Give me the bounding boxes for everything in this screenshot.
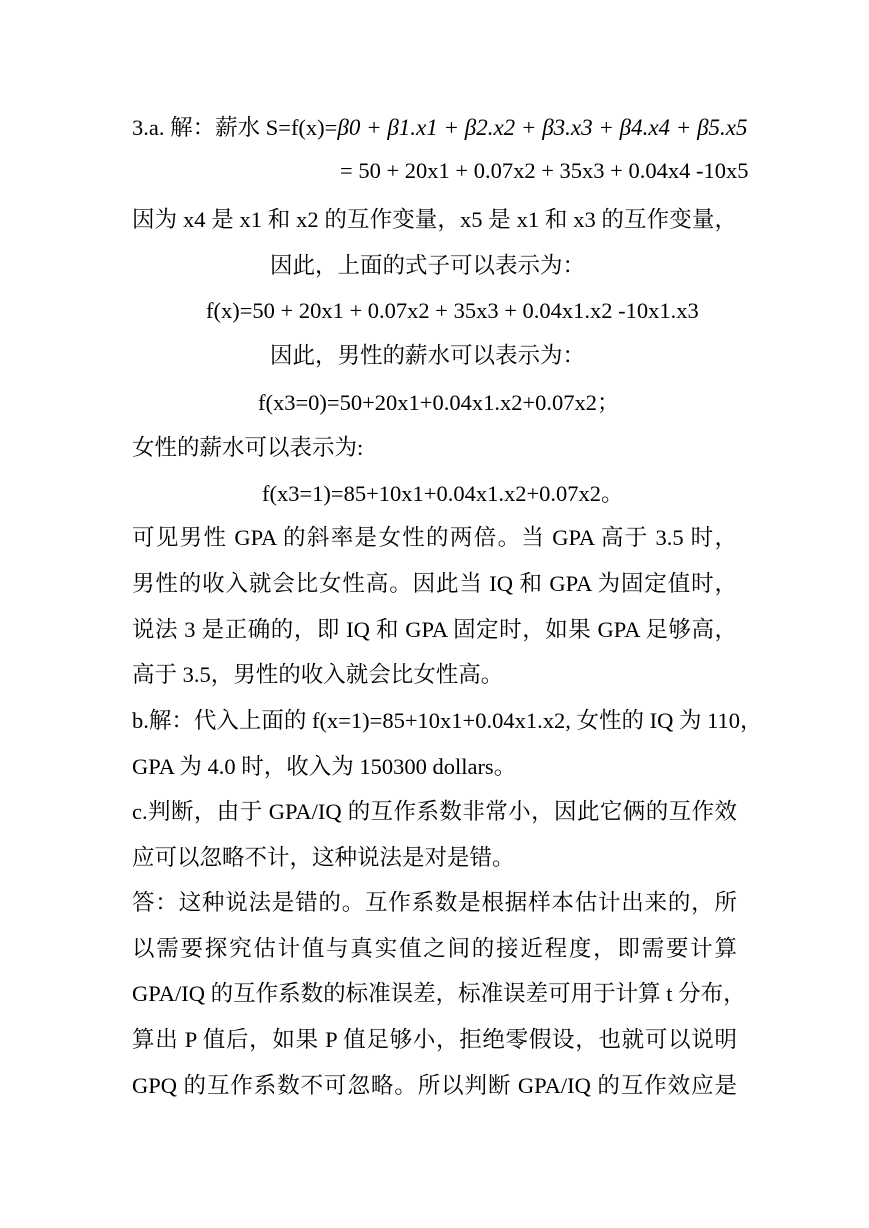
interaction-explanation-text: 因为 x4 是 x1 和 x2 的互作变量，x5 是 x1 和 x3 的互作变量， [132,207,737,232]
question-c-text-2: 应可以忽略不计，这种说法是对是错。 [132,845,515,870]
male-salary-formula [258,392,620,415]
female-salary-intro [132,437,363,460]
salary-formula-interaction-text: 50 + 20x1 + 0.07x2 + 35x3 + 0.04x1.x2 -10x1.x3 [252,298,699,323]
salary-formula-general: β0 + β1.x1 + β2.x2 + β3.x3 + β4.x4 + β5.x5 [337,115,748,140]
conclusion-a-line2: 男性的收入就会比女性高。因此当 IQ 和 GPA 为固定值时， [132,571,737,596]
answer-c-text-5: GPQ 的互作系数不可忽略。所以判断 GPA/IQ 的互作效应是 [132,1073,737,1098]
paragraph-conclusion-a-line1 [132,527,737,550]
female-salary-formula [262,483,624,506]
answer-c-line3 [132,981,746,1006]
answer-c-line5 [132,1075,737,1098]
paragraph-conclusion-a-line4 [132,664,503,687]
interaction-explanation [132,209,737,232]
paragraph-conclusion-a-line2 [132,573,737,596]
question-c-text-1: c.判断，由于 GPA/IQ 的互作系数非常小，因此它俩的互作效 [132,799,737,824]
male-salary-intro-text: 因此，男性的薪水可以表示为： [270,343,586,368]
question-c-line1 [132,801,737,824]
salary-formula-numeric-text: = 50 + 20x1 + 0.07x2 + 35x3 + 0.04x4 -10x5 [340,158,749,183]
answer-c-text-4: 算出 P 值后，如果 P 值足够小，拒绝零假设，也就可以说明 [132,1027,737,1052]
solution-b-line2 [132,756,516,779]
salary-formula-interaction [206,300,699,323]
male-salary-formula-text: f(x3=0)=50+20x1+0.04x1.x2+0.07x2； [258,390,620,415]
conclusion-a-line1: 可见男性 GPA 的斜率是女性的两倍。当 GPA 高于 3.5 时， [132,525,737,550]
answer-c-line4 [132,1029,737,1052]
solution-b-text-1: b.解：代入上面的 f(x=1)=85+10x1+0.04x1.x2, 女性的 IQ 为 110， [132,708,763,733]
answer-c-text-3: GPA/IQ 的互作系数的标准误差，标准误差可用于计算 t 分布， [132,981,746,1006]
salary-formula-interaction-prefix: f(x)= [206,298,253,323]
solution-a-prefix: 3.a. 解：薪水 S=f(x)= [132,115,338,140]
solution-a-heading [132,116,748,140]
paragraph-conclusion-a-line3 [132,619,737,642]
female-salary-formula-text: f(x3=1)=85+10x1+0.04x1.x2+0.07x2。 [262,481,624,506]
salary-formula-numeric [340,160,748,183]
male-salary-intro [270,345,585,368]
solution-b-text-2: GPA 为 4.0 时，收入为 150300 dollars。 [132,754,517,779]
answer-c-line1 [132,892,737,915]
rewrite-intro-text: 因此，上面的式子可以表示为： [270,253,586,278]
rewrite-intro [270,255,585,278]
solution-b-line1 [132,708,763,733]
answer-c-text-1: 答：这种说法是错的。互作系数是根据样本估计出来的，所 [132,890,737,915]
conclusion-a-line3: 说法 3 是正确的，即 IQ 和 GPA 固定时，如果 GPA 足够高， [132,617,737,642]
female-salary-intro-text: 女性的薪水可以表示为: [132,435,364,460]
answer-c-text-2: 以需要探究估计值与真实值之间的接近程度，即需要计算 [132,936,737,961]
answer-c-line2 [132,938,737,961]
conclusion-a-line4: 高于 3.5，男性的收入就会比女性高。 [132,662,504,687]
question-c-line2 [132,847,515,870]
